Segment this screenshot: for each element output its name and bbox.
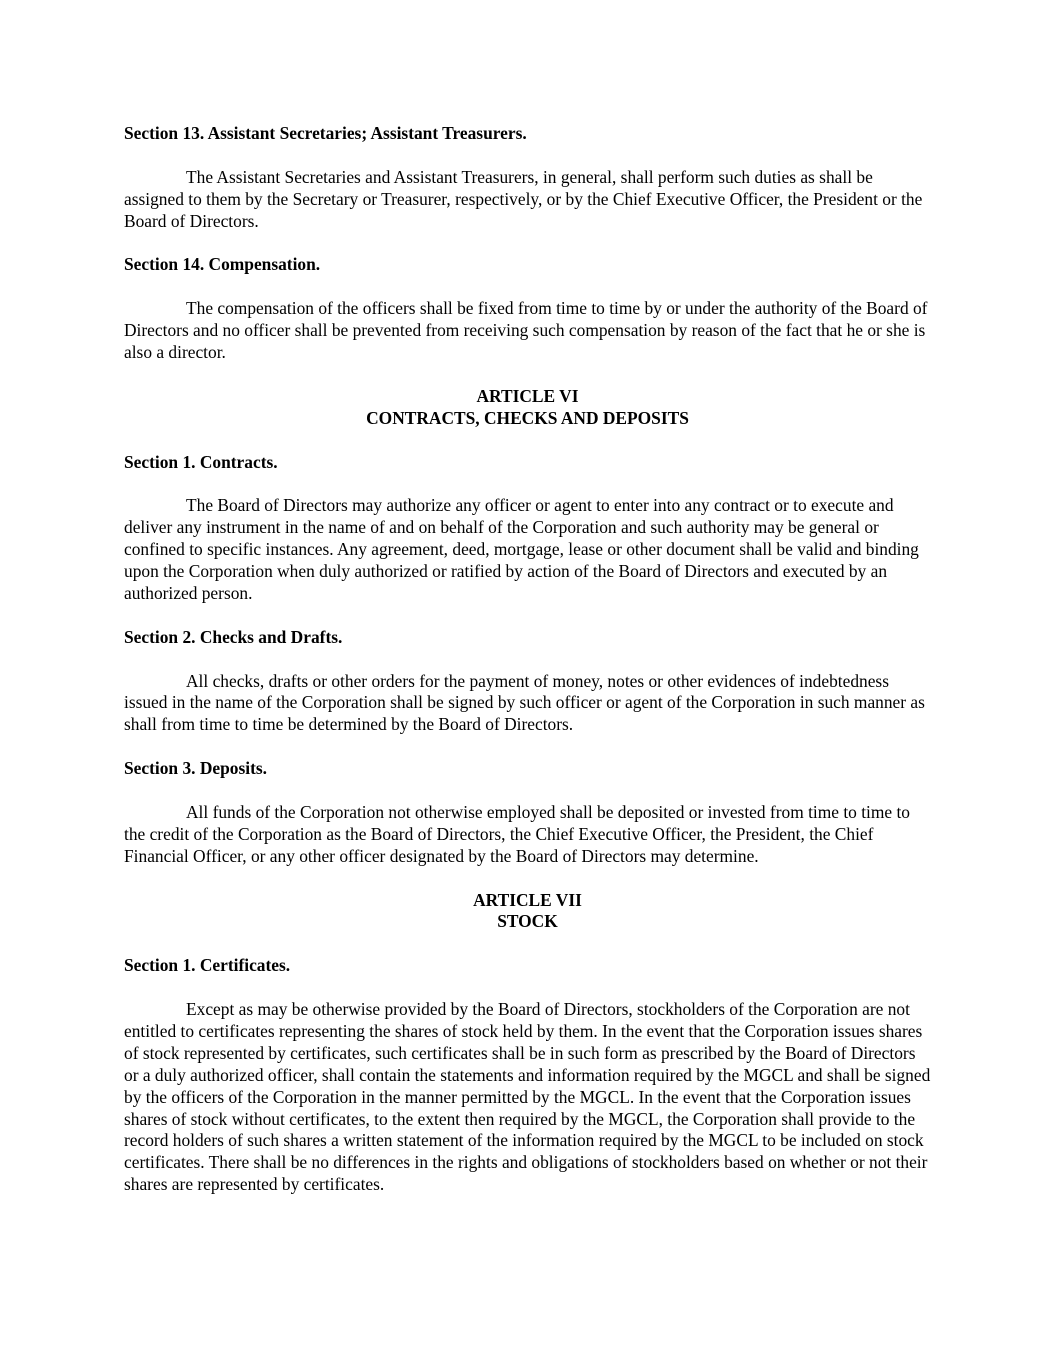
article-6-section-2-body: All checks, drafts or other orders for the payment of money, notes or other evidences of indebtedness issued in the name of the Corporation shall be signed by such officer or agent of the Corporation in such manner as shall from time to time be determined by the Board of Directors.	[124, 670, 925, 735]
section-13-heading: Section 13. Assistant Secretaries; Assistant Treasurers.	[124, 123, 527, 143]
article-6-section-1-body: The Board of Directors may authorize any officer or agent to enter into any contract or to execute and deliver any instrument in the name of and on behalf of the Corporation and such authority may be general or confined to specific instances. Any agreement, deed, mortgage, lease or other document shall be valid and binding upon the Corporation when duly authorized or ratified by action of the Board of Directors and executed by an authorized person.	[124, 495, 919, 603]
section-13-body: The Assistant Secretaries and Assistant Treasurers, in general, shall perform such duties as shall be assigned to them by the Secretary or Treasurer, respectively, or by the Chief Executive Officer, the President or the Board of Directors.	[124, 166, 923, 231]
section-14-heading: Section 14. Compensation.	[124, 254, 321, 275]
article-7-title: STOCK	[497, 911, 558, 932]
article-7-section-1-heading: Section 1. Certificates.	[124, 955, 291, 976]
article-6-title: CONTRACTS, CHECKS AND DEPOSITS	[366, 407, 689, 428]
section-14-body: The compensation of the officers shall be fixed from time to time by or under the authority of the Board of Directors and no officer shall be prevented from receiving such compensation by reason of the fact that he or she is also a director.	[124, 298, 928, 363]
article-6-number: ARTICLE VI	[476, 385, 579, 406]
article-7-number: ARTICLE VII	[473, 889, 582, 910]
article-6-section-3-heading: Section 3. Deposits.	[124, 758, 267, 779]
article-6-section-2-heading: Section 2. Checks and Drafts.	[124, 626, 343, 647]
article-7-section-1-body: Except as may be otherwise provided by the Board of Directors, stockholders of the Corporation are not entitled to certificates representing the shares of stock held by them. In the event that the Corporation issues shares of stock represented by certificates, such certificates shall be in such form as prescribed by the Board of Directors or a duly authorized officer, shall contain the statements and information required by the MGCL and shall be signed by the officers of the Corporation in the manner permitted by the MGCL. In the event that the Corporation issues shares of stock without certificates, to the extent then required by the MGCL, the Corporation shall provide to the record holders of such shares a written statement of the information required by the MGCL to be included on stock certificates. There shall be no differences in the rights and obligations of stockholders based on whether or not their shares are represented by certificates.	[124, 999, 931, 1195]
article-6-section-1-heading: Section 1. Contracts.	[124, 451, 278, 472]
document-page	[124, 123, 931, 1196]
article-6-section-3-body: All funds of the Corporation not otherwise employed shall be deposited or invested from time to time to the credit of the Corporation as the Board of Directors, the Chief Executive Officer, the President, the Chief Financial Officer, or any other officer designated by the Board of Directors may determine.	[124, 801, 910, 866]
